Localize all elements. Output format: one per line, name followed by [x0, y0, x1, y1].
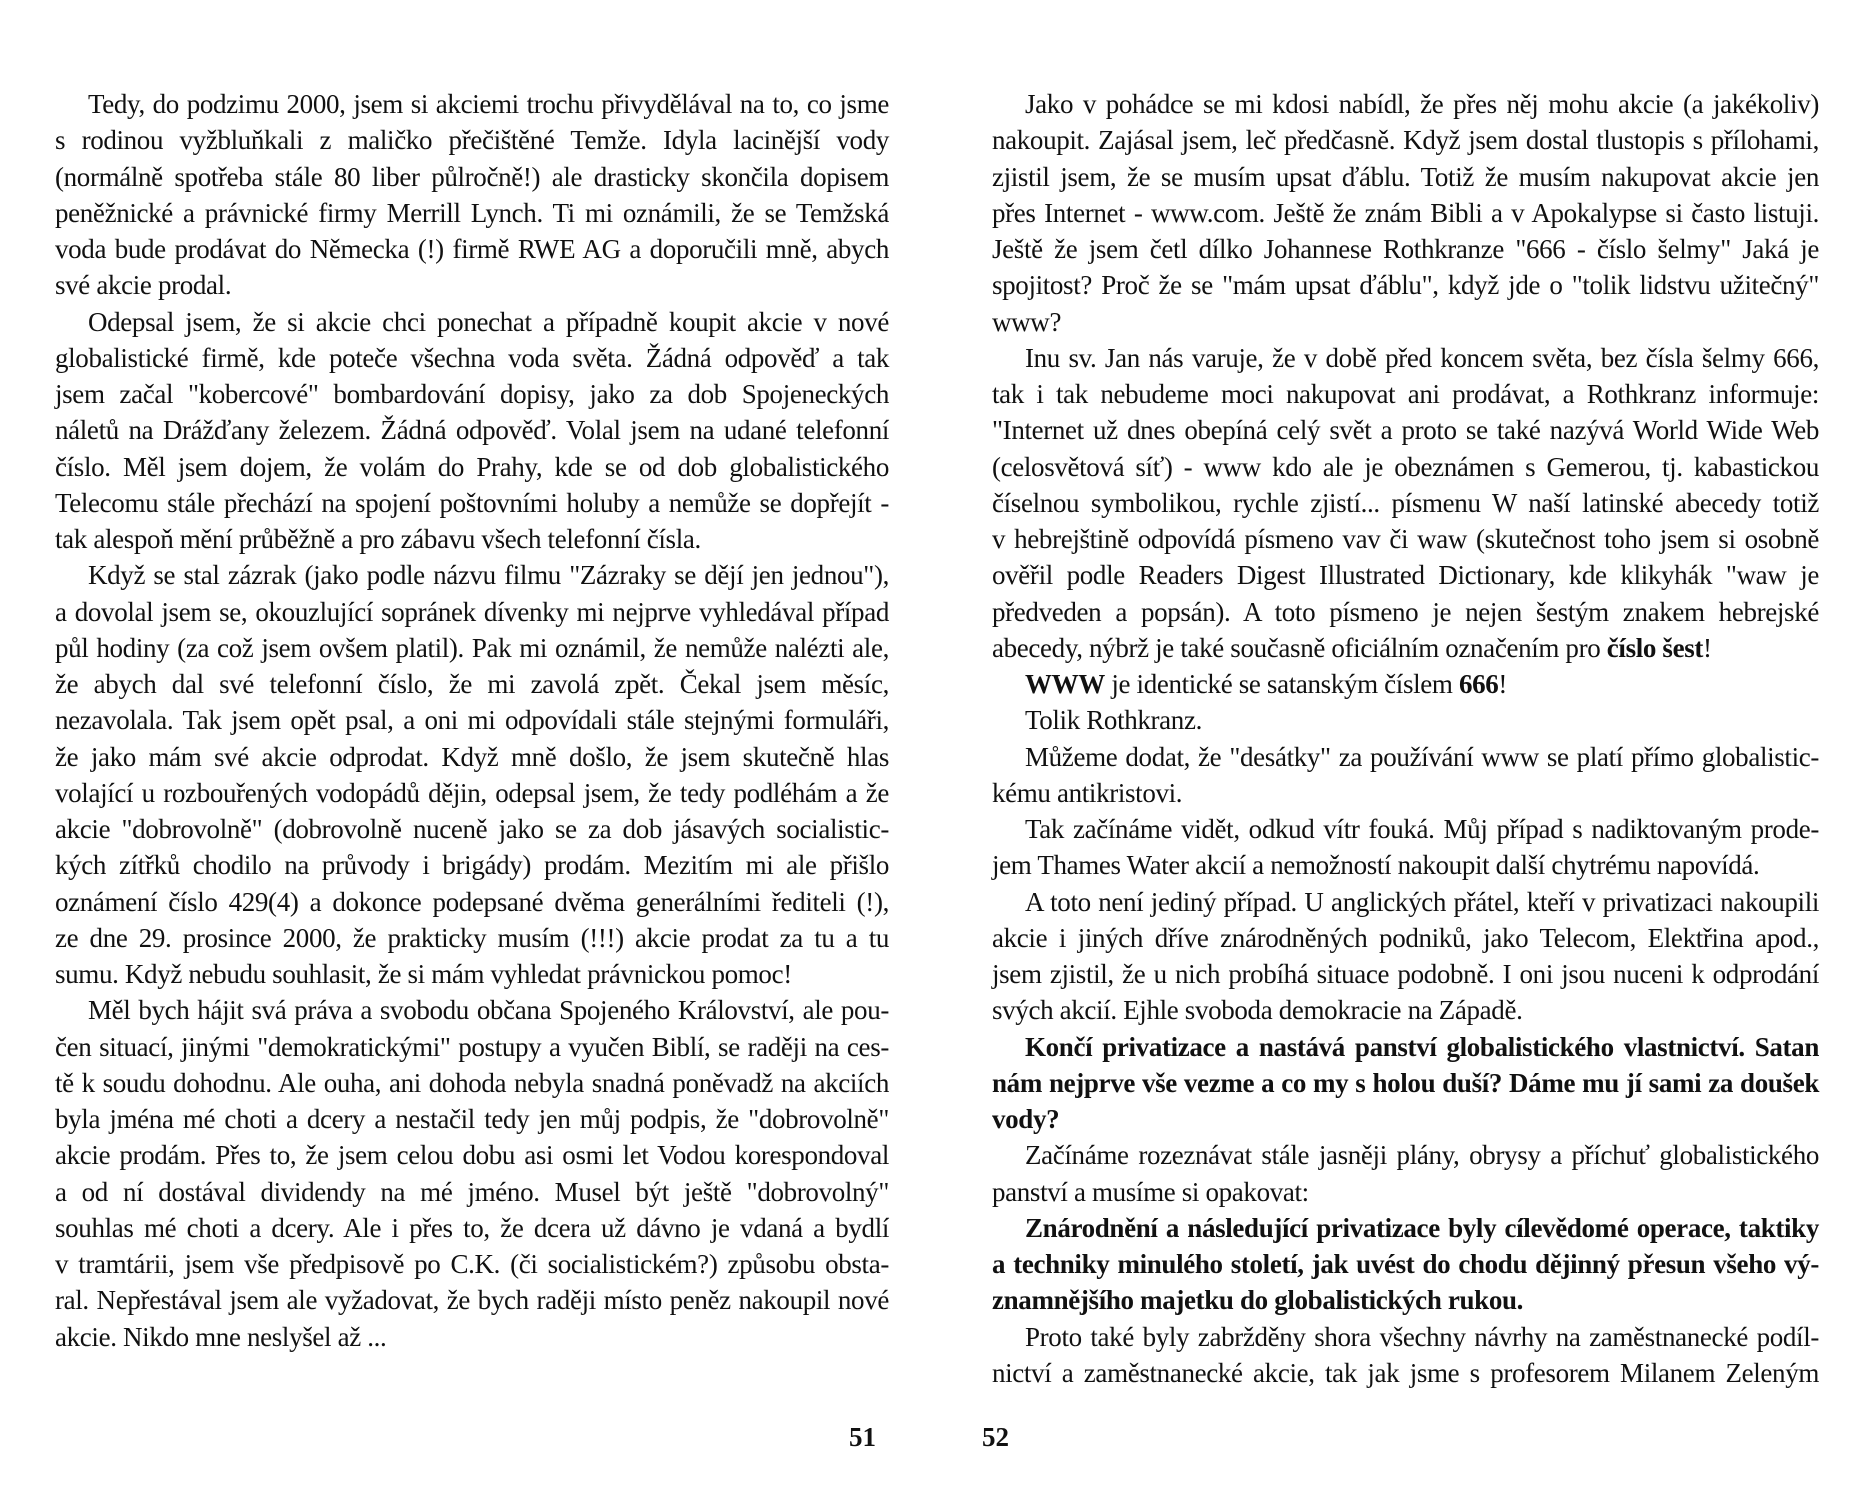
text-line: číslo. Měl jsem dojem, že volám do Prahy, kde se od dob globalistického	[55, 451, 889, 482]
text-line: spojitost? Proč že se "mám upsat ďáblu", když jde o "tolik lidstvu užitečný"	[992, 270, 1819, 301]
bold-text: 666	[1458, 669, 1499, 699]
text-line: a od ní dostával dividendy na mé jméno. Musel být ještě "dobrovolný"	[55, 1176, 889, 1207]
text-line: "Internet už dnes obepíná celý svět a proto se také nazývá World Wide Web	[992, 415, 1819, 446]
text-line: Telecomu stále přechází na spojení poštovními holuby a nemůže se dopřejít -	[55, 487, 889, 518]
text-line: Začínáme rozeznávat stále jasněji plány, obrysy a příchuť globalistického	[1025, 1140, 1819, 1171]
bold-text: WWW	[1025, 669, 1105, 699]
text-line: akcie i jiných dříve znárodněných podniků, jako Telecom, Elektřina apod.,	[992, 922, 1819, 953]
text-line: kých zítřků chodilo na průvody i brigády) prodám. Mezitím mi ale přišlo	[55, 850, 889, 881]
text-span: !	[1498, 669, 1508, 699]
text-line: náletů na Drážďany železem. Žádná odpověď. Volal jsem na udané telefonní	[55, 415, 889, 446]
text-line: Znárodnění a následující privatizace byly cílevědomé operace, taktiky	[1025, 1212, 1819, 1243]
text-line: Jako v pohádce se mi kdosi nabídl, že přes něj mohu akcie (a jakékoliv)	[1025, 89, 1819, 119]
text-line: Tak začínáme vidět, odkud vítr fouká. Můj případ s nadiktovaným prode-	[1025, 814, 1819, 844]
text-line: půl hodiny (za což jsem ovšem platil). Pak mi oznámil, že nemůže nalézti ale,	[55, 632, 889, 663]
text-line: voda bude prodávat do Německa (!) firmě RWE AG a doporučili mně, abych	[55, 234, 889, 264]
text-line: Tolik Rothkranz.	[1025, 705, 1202, 736]
text-line: sumu. Když nebudu souhlasit, že si mám vyhledat právnickou pomoc!	[55, 959, 792, 989]
text-line: a dovolal jsem se, okouzlující sopránek dívenky mi nejprve vyhledával případ	[55, 596, 889, 627]
text-line: souhlas mé choti a dcery. Ale i přes to, že dcera už dávno je vdaná a bydlí	[55, 1212, 889, 1243]
text-line: jsem začal "kobercové" bombardování dopisy, jako za dob Spojeneckých	[55, 379, 889, 409]
text-line: v hebrejštině odpovídá písmeno vav či waw (skutečnost toho jsem si osobně	[992, 524, 1819, 554]
text-line: akcie "dobrovolně" (dobrovolně nuceně jako se za dob jásavých socialistic-	[55, 814, 889, 844]
text-line: (celosvětová síť) - www kdo ale je obeznámen s Gemerou, tj. kabastickou	[992, 451, 1819, 482]
text-line	[992, 630, 1819, 666]
text-line: s rodinou vyžbluňkali z maličko přečištěné Temže. Idyla lacinější vody	[55, 125, 889, 156]
text-line: že jako mám své akcie odprodat. Když mně došlo, že jsem skutečně hlas	[55, 741, 889, 772]
left-page-text	[55, 86, 889, 1355]
text-line: čen situací, jinými "demokratickými" postupy a vyučen Biblí, se raději na ces-	[55, 1031, 889, 1062]
text-line: přes Internet - www.com. Ještě že znám Bibli a v Apokalypse si často listuji.	[992, 197, 1819, 228]
text-line: Když se stal zázrak (jako podle názvu filmu "Zázraky se dějí jen jednou"),	[88, 560, 889, 591]
text-line: a techniky minulého století, jak uvést do chodu dějinný přesun všeho vý-	[992, 1249, 1819, 1279]
text-line: číselnou symbolikou, rychle zjistí... písmenu W naší latinské abecedy totiž	[992, 487, 1819, 518]
text-span: !	[1703, 632, 1712, 663]
text-line: Můžeme dodat, že "desátky" za používání www se platí přímo globalistic-	[1025, 741, 1819, 772]
text-line: své akcie prodal.	[55, 270, 232, 301]
text-line: nám nejprve vše vezme a co my s holou duší? Dáme mu jí sami za doušek	[992, 1067, 1819, 1098]
text-line: jsem zjistil, že u nich probíhá situace podobně. I oni jsou nuceni k odprodání	[992, 959, 1819, 989]
text-line: ze dne 29. prosince 2000, že prakticky musím (!!!) akcie prodat za tu a tu	[55, 922, 889, 953]
text-line: že abych dal své telefonní číslo, že mi zavolá zpět. Čekal jsem měsíc,	[55, 669, 889, 699]
text-line: jem Thames Water akcií a nemožností nakoupit další chytrému napovídá.	[992, 850, 1760, 881]
page-number-left: 51	[849, 1422, 876, 1452]
text-line: Inu sv. Jan nás varuje, že v době před koncem světa, bez čísla šelmy 666,	[1025, 342, 1819, 373]
text-line: Proto také byly zabržděny shora všechny návrhy na zaměstnanecké podíl-	[1025, 1321, 1819, 1352]
text-line: Ještě že jsem četl dílko Johannese Rothkranze "666 - číslo šelmy" Jaká je	[992, 234, 1819, 264]
text-line: panství a musíme si opakovat:	[992, 1176, 1309, 1207]
text-line: Měl bych hájit svá práva a svobodu občana Spojeného Království, ale pou-	[88, 995, 889, 1026]
text-line: svých akcií. Ejhle svoboda demokracie na Západě.	[992, 995, 1523, 1026]
text-line: v tramtárii, jsem vše předpisově po C.K. (či socialistickém?) způsobu obsta-	[55, 1249, 889, 1279]
text-line: tě k soudu dohodnu. Ale ouha, ani dohoda nebyla snadná poněvadž na akciích	[55, 1067, 889, 1098]
text-span: abecedy, nýbrž je také současně oficiálním označením pro	[992, 632, 1607, 663]
text-line: byla jména mé choti a dcery a nestačil tedy jen můj podpis, že "dobrovolně"	[55, 1104, 889, 1134]
text-line: peněžnické a právnické firmy Merrill Lynch. Ti mi oznámili, že se Temžská	[55, 197, 889, 228]
text-line: oznámení číslo 429(4) a dokonce podepsané dvěma generálními řediteli (!),	[55, 886, 889, 917]
text-line: Tedy, do podzimu 2000, jsem si akciemi trochu přivydělával na to, co jsme	[88, 89, 889, 119]
text-line: znamnějšího majetku do globalistických rukou.	[992, 1285, 1524, 1316]
text-line: nakoupit. Zajásal jsem, leč předčasně. Když jsem dostal tlustopis s přílohami,	[992, 125, 1819, 156]
text-line: (normálně spotřeba stále 80 liber půlročně!) ale drasticky skončila dopisem	[55, 161, 889, 192]
text-line: akcie. Nikdo mne neslyšel až ...	[55, 1321, 387, 1352]
text-line: tak i tak nebudeme moci nakupovat ani prodávat, a Rothkranz informuje:	[992, 379, 1819, 409]
text-line: předveden a popsán). A toto písmeno je nejen šestým znakem hebrejské	[992, 596, 1819, 627]
text-line: zjistil jsem, že se musím upsat ďáblu. Totiž že musím nakupovat akcie jen	[992, 161, 1819, 192]
text-line: ověřil podle Readers Digest Illustrated Dictionary, kde klikyhák "waw je	[992, 560, 1819, 591]
text-line: akcie prodám. Přes to, že jsem celou dobu asi osmi let Vodou korespondoval	[55, 1140, 889, 1171]
text-line: www?	[992, 306, 1062, 337]
text-line: ral. Nepřestával jsem ale vyžadovat, že bych raději místo peněz nakoupil nové	[55, 1285, 889, 1316]
text-line	[992, 666, 1819, 702]
text-line: kému antikristovi.	[992, 777, 1183, 808]
text-line: A toto není jediný případ. U anglických přátel, kteří v privatizaci nakoupili	[1025, 886, 1819, 917]
text-line: tak alespoň mění průběžně a pro zábavu všech telefonní čísla.	[55, 524, 701, 554]
text-line: volající u rozbouřených vodopádů dějin, odepsal jsem, že tedy podléhám a že	[55, 777, 889, 808]
text-span: je identické se satanským číslem	[1104, 669, 1459, 699]
text-line: Končí privatizace a nastává panství globalistického vlastnictví. Satan	[1025, 1031, 1819, 1062]
text-line: globalistické firmě, kde poteče všechna voda světa. Žádná odpověď a tak	[55, 342, 889, 373]
text-line: nezavolala. Tak jsem opět psal, a oni mi odpovídali stále stejnými formuláři,	[55, 705, 889, 736]
text-line: vody?	[992, 1104, 1060, 1134]
bold-text: číslo šest	[1606, 632, 1704, 663]
right-page-text	[992, 86, 1819, 1391]
text-line: Odepsal jsem, že si akcie chci ponechat a případně koupit akcie v nové	[88, 306, 889, 337]
text-line: nictví a zaměstnanecké akcie, tak jak jsme s profesorem Milanem Zeleným	[992, 1357, 1819, 1388]
page-number-right: 52	[982, 1422, 1009, 1452]
